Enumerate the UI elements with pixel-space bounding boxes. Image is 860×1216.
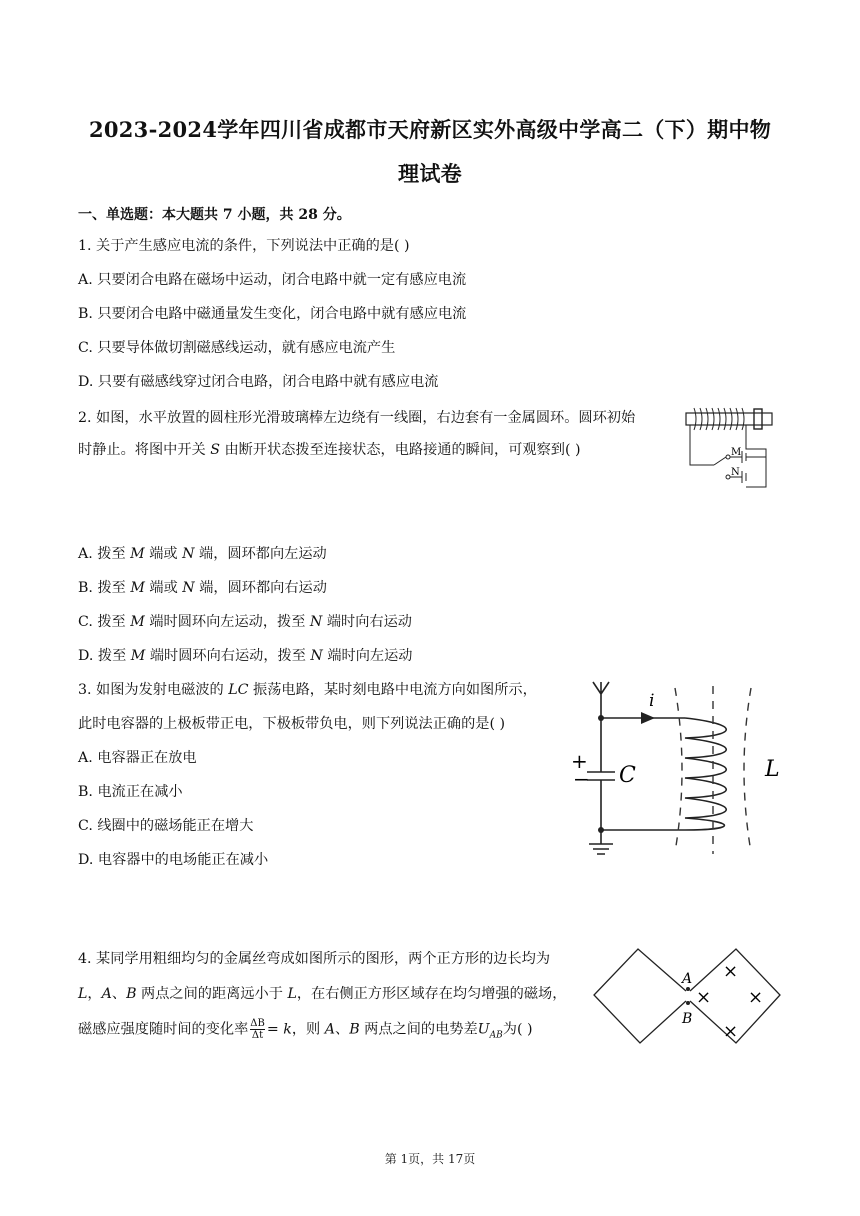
capacitor-label: C	[619, 763, 636, 788]
section-heading: 一、单选题：本大题共 7 小题，共 28 分。	[78, 207, 351, 223]
q2-stem-line2: 时静止。将图中开关 S 由断开状态拨至连接状态，电路接通的瞬间，可观察到( )	[78, 442, 581, 458]
rate-fraction: $\frac{\Delta B}{\Delta t}$	[250, 1018, 265, 1041]
svg-text:×: ×	[723, 961, 739, 982]
q4-stem-line3: 磁感应强度随时间的变化率 $\frac{\Delta B}{\Delta t}$ = k，则 A、B 两点之间的电势差$U_{AB}$为( )	[78, 1018, 533, 1041]
q2-option-d: D. 拨至 M 端时圆环向右运动，拨至 N 端时向左运动	[78, 648, 413, 664]
point-a-label: A	[682, 971, 693, 987]
q1-option-d: D. 只要有磁感线穿过闭合电路，闭合电路中就有感应电流	[78, 374, 439, 390]
plus-sign: +	[571, 749, 588, 773]
q3-option-a: A. 电容器正在放电	[78, 750, 197, 766]
q1-option-b: B. 只要闭合电路中磁通量发生变化，闭合电路中就有感应电流	[78, 306, 467, 322]
ground-icon	[589, 844, 613, 854]
q3-option-d: D. 电容器中的电场能正在减小	[78, 852, 269, 868]
inductor-coil	[685, 718, 726, 830]
q3-stem-line2: 此时电容器的上极板带正电，下极板带负电，则下列说法正确的是( )	[78, 716, 506, 732]
switch-label-n: N	[731, 467, 740, 478]
q3-lc-circuit-figure	[565, 676, 785, 864]
current-label: i	[649, 691, 655, 711]
q2-stem-line1: 2. 如图，水平放置的圆柱形光滑玻璃棒左边绕有一线圈，右边套有一金属圆环。圆环初始	[78, 410, 636, 426]
q4-stem-line2: L，A、B 两点之间的距离远小于 L，在右侧正方形区域存在均匀增强的磁场，	[78, 986, 567, 1002]
q1-option-c: C. 只要导体做切割磁感线运动，就有感应电流产生	[78, 340, 396, 356]
svg-text:×: ×	[696, 987, 712, 1008]
magnetic-field-crosses	[696, 961, 763, 1042]
q2-option-b: B. 拨至 M 端或 N 端，圆环都向右运动	[78, 580, 327, 596]
q4-squares-figure	[590, 945, 786, 1057]
minus-sign: −	[573, 767, 590, 791]
metal-ring	[754, 409, 762, 429]
document-title-line2: 理试卷	[398, 161, 462, 186]
inductor-label: L	[765, 757, 780, 782]
q2-option-c: C. 拨至 M 端时圆环向左运动，拨至 N 端时向右运动	[78, 614, 412, 630]
glass-rod	[686, 413, 772, 425]
q4-stem-line1: 4. 某同学用粗细均匀的金属丝弯成如图所示的图形，两个正方形的边长均为	[78, 951, 551, 967]
page-footer: 第 1页，共 17页	[384, 1152, 476, 1166]
q2-option-a: A. 拨至 M 端或 N 端，圆环都向左运动	[78, 546, 327, 562]
svg-text:×: ×	[723, 1021, 739, 1042]
switch-label-m: M	[731, 447, 742, 458]
current-arrow-icon	[641, 712, 655, 724]
q1-stem: 1. 关于产生感应电流的条件，下列说法中正确的是( )	[78, 238, 410, 254]
field-lines	[675, 686, 751, 854]
q3-option-c: C. 线圈中的磁场能正在增大	[78, 818, 254, 834]
capacitor-branch	[587, 718, 615, 844]
antenna-icon	[593, 682, 609, 718]
coil-windings	[694, 408, 744, 430]
left-square	[594, 949, 686, 1043]
q2-coil-circuit-figure	[680, 405, 780, 497]
point-b-label: B	[682, 1011, 693, 1027]
svg-text:×: ×	[748, 987, 764, 1008]
q3-option-b: B. 电流正在减小	[78, 784, 183, 800]
q1-option-a: A. 只要闭合电路在磁场中运动，闭合电路中就一定有感应电流	[78, 272, 467, 288]
q3-stem-line1: 3. 如图为发射电磁波的 LC 振荡电路，某时刻电路中电流方向如图所示，	[78, 682, 537, 698]
circuit-wires	[690, 425, 766, 487]
document-title-line1: 2023-2024学年四川省成都市天府新区实外高级中学高二（下）期中物	[88, 117, 772, 142]
